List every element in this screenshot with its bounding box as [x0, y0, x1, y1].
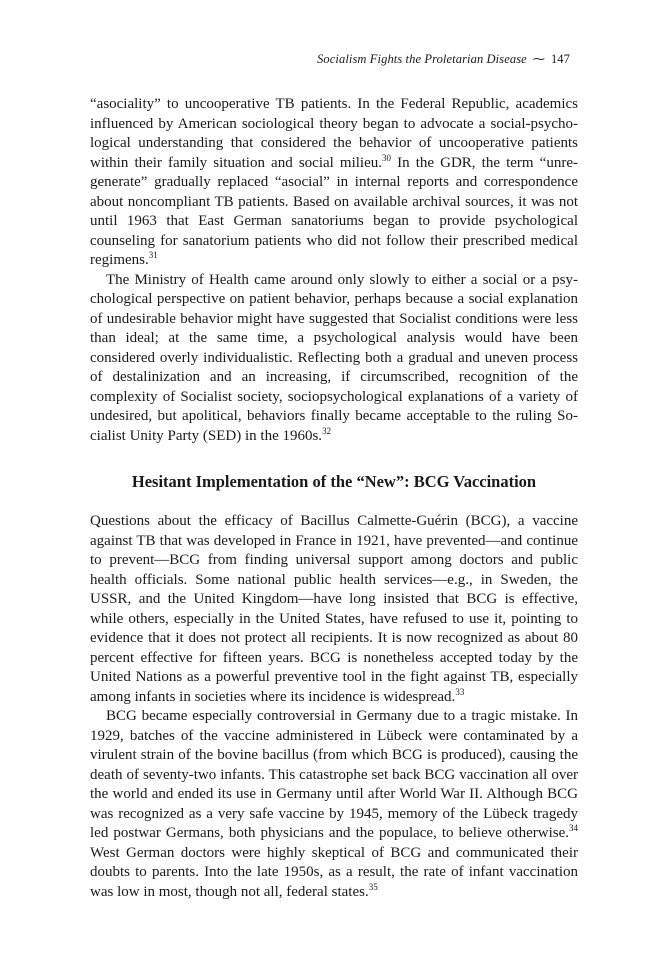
paragraph — [90, 95, 578, 271]
paragraph — [90, 512, 578, 707]
text-block-top — [90, 95, 578, 446]
footnote-ref: 34 — [569, 823, 578, 833]
page-number: 147 — [550, 52, 570, 66]
footnote-ref: 35 — [368, 881, 378, 892]
paragraph-text: West German doctors were highly skeptical of BCG and communicated their doubts to parents. Into the late 1950s, as a result, the rate of infant vaccination was low in most, though not all, federal states. — [90, 844, 578, 900]
paragraph — [90, 707, 578, 902]
footnote-ref: 31 — [148, 250, 158, 260]
paragraph — [90, 271, 578, 447]
footnote-ref: 32 — [322, 425, 332, 436]
paragraph-text: The Ministry of Health came around only slowly to either a social or a psychological perspective on patient behavior, perhaps because a social explanation of undesirable behavior might have suggested that Socialist conditions were less than ideal; at the same time, a psychological analysis would have been considered overly individualistic. Reflecting both a gradual and uneven process of destalinization and an increasing, if circumscribed, recognition of the complexity of Socialist society, sociopsychological explanations of a variety of undesired, but apolitical, behaviors finally became acceptable to the ruling Socialist Unity Party (SED) in the 1960s. — [90, 271, 578, 444]
text-block-bottom — [90, 512, 578, 902]
running-head-title: Socialism Fights the Proletarian Disease — [317, 52, 527, 66]
footnote-ref: 30 — [382, 152, 391, 163]
section-heading: Hesitant Implementation of the “New”: BCG Vaccination — [131, 472, 537, 491]
paragraph-text: Questions about the efficacy of Bacillus Calmette-Guérin (BCG), a vaccine against TB that was developed in France in 1921, have prevented—and continue to prevent—BCG from finding universal support among doctors and public health officials. Some national public health services—e.g., in Sweden, the USSR, and the United Kingdom—have long insisted that BCG is effective, while others, especially in the United States, have refused to use it, pointing to evidence that it does not protect all recipients. It is now recognized as about 80 percent effective for fifteen years. BCG is nonetheless accepted today by the United Nations as a powerful preventive tool in the fight against TB, especially among infants in societies where its incidence is widespread. — [90, 513, 578, 705]
ornament-icon: ⁓ — [532, 52, 545, 66]
paragraph-text: “asociality” to uncooperative TB patients. In the Federal Republic, academics influenced by American sociological theory began to advocate a social-psychological understanding that considered the behavior of uncooperative patients within their family situation and social milieu. — [90, 96, 578, 171]
paragraph-text: In the GDR, the term “unregenerate” gradually replaced “asocial” in internal reports and correspondence about noncompliant TB patients. Based on available archival sources, it was not until 1963 that East German sanatoriums began to provide psychological counseling for sanatorium patients who did not follow their prescribed medical regimens. — [90, 154, 578, 268]
running-head — [317, 52, 570, 67]
paragraph-text: BCG became especially controversial in Germany due to a tragic mistake. In 1929, batches of the vaccine administered in Lübeck were contaminated by a virulent strain of the bovine bacillus (from which BCG is produced), causing the death of seventy-two infants. This catastrophe set back BCG vaccination all over the world and ended its use in Germany until after World War II. Although BCG was recognized as a very safe vaccine by 1945, memory of the Lübeck tragedy led postwar Germans, both physicians and the populace, to believe otherwise. — [90, 708, 578, 841]
footnote-ref: 33 — [455, 686, 465, 697]
